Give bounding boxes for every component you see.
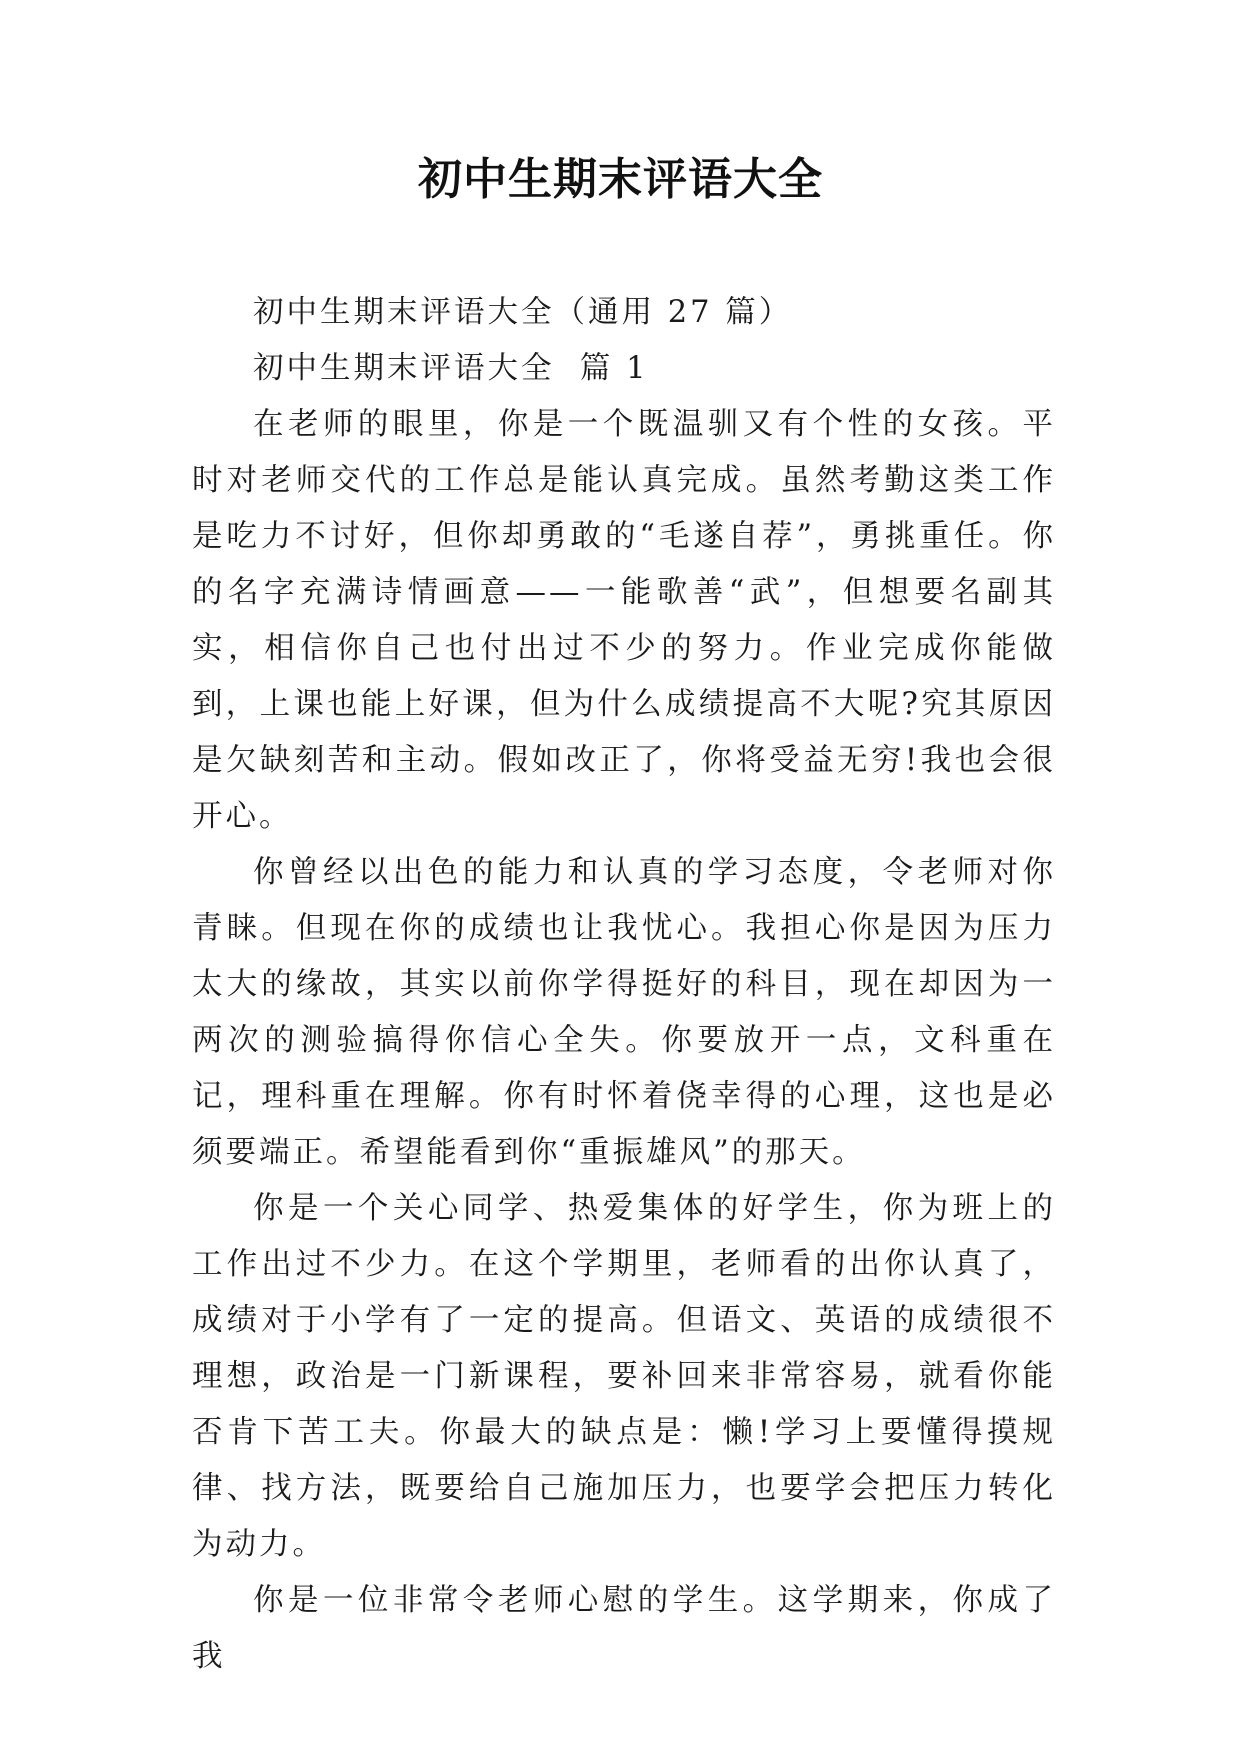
paragraph: 你是一位非常令老师心慰的学生。这学期来，你成了我: [192, 1583, 1056, 1674]
document-body: [192, 285, 1056, 1685]
paragraph: 你曾经以出色的能力和认真的学习态度，令老师对你青睐。但现在你的成绩也让我忧心。我担心你是因为压力太大的缘故，其实以前你学得挺好的科目，现在却因为一两次的测验搞得你信心全失。你要放开一点，文科重在记，理科重在理解。你有时怀着侥幸得的心理，这也是必须要端正。希望能看到你“重振雄风”的那天。: [192, 855, 1056, 1170]
document-title: 初中生期末评语大全: [418, 154, 823, 205]
document-subtitle: 初中生期末评语大全（通用 27 篇）: [253, 295, 793, 330]
section-heading: 初中生期末评语大全 篇 1: [253, 351, 649, 386]
paragraph: 你是一个关心同学、热爱集体的好学生，你为班上的工作出过不少力。在这个学期里，老师看的出你认真了，成绩对于小学有了一定的提高。但语文、英语的成绩很不理想，政治是一门新课程，要补回来非常容易，就看你能否肯下苦工夫。你最大的缺点是：懒!学习上要懂得摸规律、找方法，既要给自己施加压力，也要学会把压力转化为动力。: [192, 1191, 1056, 1562]
paragraph: 在老师的眼里，你是一个既温驯又有个性的女孩。平时对老师交代的工作总是能认真完成。虽然考勤这类工作是吃力不讨好，但你却勇敢的“毛遂自荐”，勇挑重任。你的名字充满诗情画意——一能歌善“武”，但想要名副其实，相信你自己也付出过不少的努力。作业完成你能做到，上课也能上好课，但为什么成绩提高不大呢?究其原因是欠缺刻苦和主动。假如改正了，你将受益无穷!我也会很开心。: [192, 407, 1056, 834]
